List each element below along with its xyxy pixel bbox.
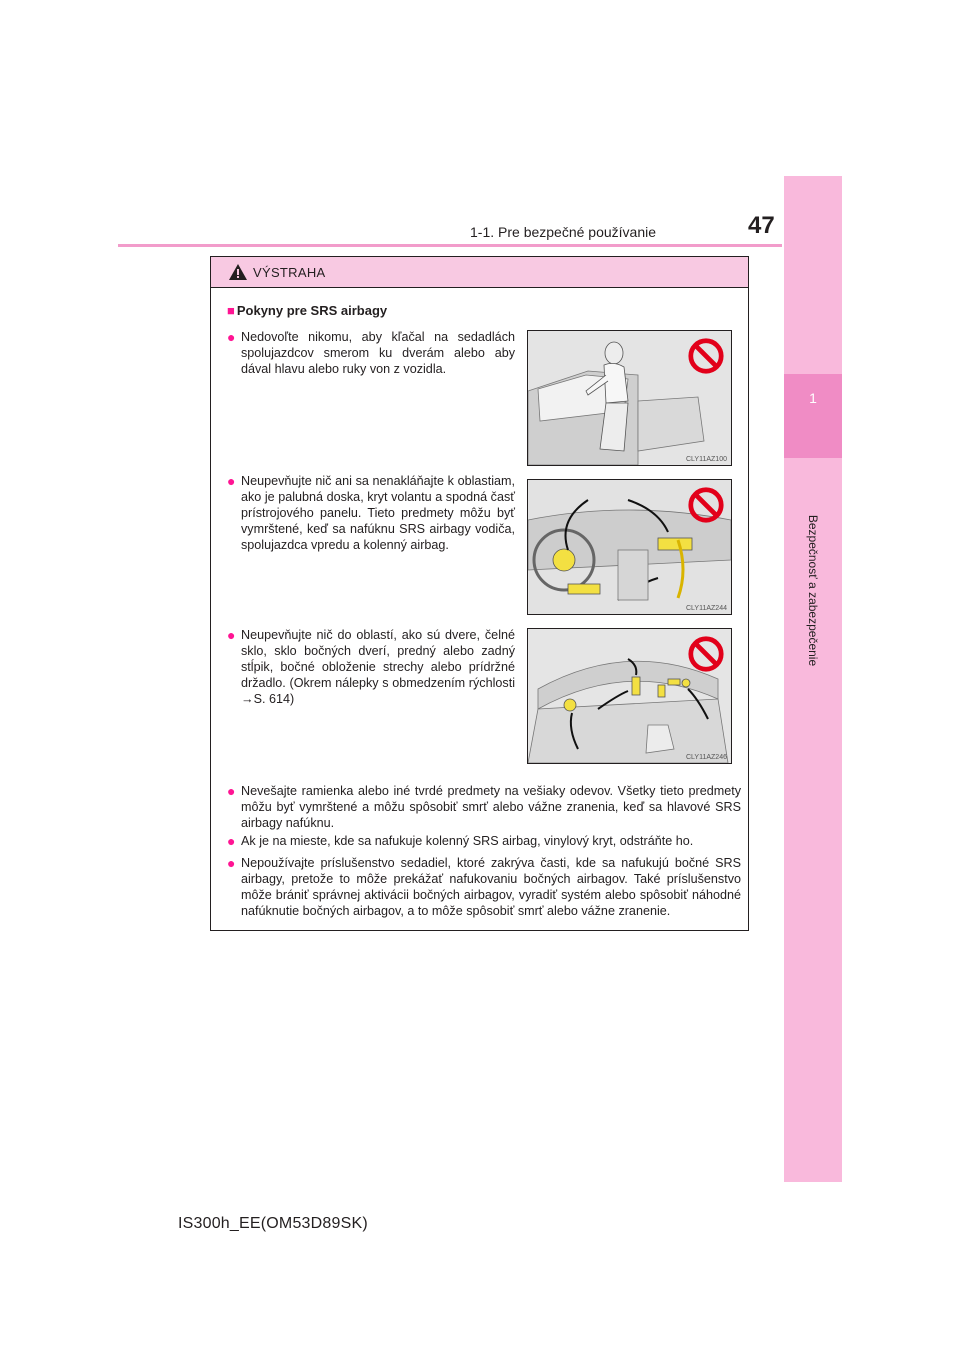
- warning-item: [227, 833, 741, 849]
- prohibition-sign-icon: [687, 486, 725, 524]
- section-heading-text: Pokyny pre SRS airbagy: [236, 303, 388, 318]
- warning-item-text: Ak je na mieste, kde sa nafukuje kolenný SRS airbag, vinylový kryt, odstráňte ho.: [241, 834, 694, 848]
- warning-item: [227, 627, 515, 707]
- chapter-tab-highlight: [784, 374, 842, 458]
- model-code: IS300h_EE(OM53D89SK): [178, 1215, 368, 1232]
- warning-header: [211, 257, 748, 288]
- bullet-dot-icon: ●: [227, 855, 236, 871]
- illustration-code: CLY11AZ100: [686, 456, 727, 463]
- chapter-side-tab: [784, 176, 842, 1182]
- bullet-dot-icon: ●: [227, 783, 236, 799]
- warning-item-text: Nevešajte ramienka alebo iné tvrdé predmety na vešiaky odevov. Všetky tieto predmety môžu byť vymrštené a môžu spôsobiť smrť alebo vážne zranenia, keď sa hlavové SRS airbagy nafúknu.: [241, 784, 741, 830]
- page-number: 47: [748, 212, 775, 239]
- chapter-number: 1: [809, 390, 817, 406]
- warning-item-text: Neupevňujte nič do oblastí, ako sú dvere, čelné sklo, sklo bočných dverí, predný alebo zadný stĺpik, bočné obloženie strechy alebo prídržné držadlo. (Okrem nálepky s obmedzením rýchlosti →S. 614): [241, 628, 515, 706]
- warning-item-text: Neupevňujte nič ani sa nenakláňajte k oblastiam, ako je palubná doska, kryt volantu a spodná časť prístrojového panelu. Tieto predmety môžu byť vymrštené, keď sa nafúknu SRS airbagy vodiča, spolujazdca vpredu a kolenný airbag.: [241, 474, 515, 552]
- warning-item: [227, 329, 515, 377]
- header-divider: [118, 244, 782, 247]
- square-bullet-icon: ■: [227, 303, 235, 318]
- prohibition-sign-icon: [687, 337, 725, 375]
- prohibition-sign-icon: [687, 635, 725, 673]
- warning-item: [227, 473, 515, 553]
- bullet-dot-icon: ●: [227, 627, 236, 643]
- illustration-code: CLY11AZ244: [686, 605, 727, 612]
- warning-item: [227, 783, 741, 831]
- warning-item-text: Nedovoľte nikomu, aby kľačal na sedadlách spolujazdcov smerom ku dverám alebo aby dával hlavu alebo ruky von z vozidla.: [241, 330, 515, 376]
- warning-title: VÝSTRAHA: [253, 265, 326, 280]
- chapter-label-wrapper: [806, 514, 820, 667]
- illustration-code: CLY11AZ246: [686, 754, 727, 761]
- bullet-dot-icon: ●: [227, 833, 236, 849]
- warning-item-text: Nepoužívajte príslušenstvo sedadiel, ktoré zakrýva časti, kde sa nafukujú bočné SRS airbagy, pretože to môže prekážať nafukovaniu bočných airbagov. Také príslušenstvo môže brániť správnej aktivácii bočných airbagov, vyradiť systém alebo spôsobiť náhodné nafúknutie bočných airbagov, a to môže spôsobiť smrť alebo vážne zranenie.: [241, 856, 741, 918]
- bullet-dot-icon: ●: [227, 473, 236, 489]
- section-heading: [227, 303, 387, 318]
- warning-item: [227, 855, 741, 919]
- section-title: 1-1. Pre bezpečné používanie: [470, 224, 657, 240]
- illustration-passenger-leaning: [527, 330, 732, 466]
- illustration-dashboard: [527, 479, 732, 615]
- illustration-cabin-roof: [527, 628, 732, 764]
- chapter-label: Bezpečnosť a zabezpečenie: [806, 514, 820, 667]
- bullet-dot-icon: ●: [227, 329, 236, 345]
- warning-triangle-icon: [229, 264, 247, 280]
- warning-box: [210, 256, 749, 931]
